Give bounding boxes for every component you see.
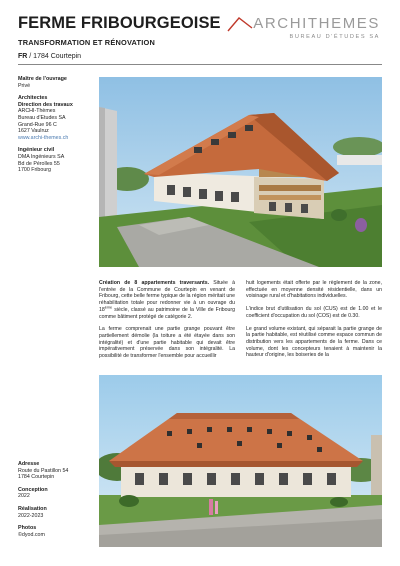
architects-line: Grand-Rue 96 C bbox=[18, 121, 57, 128]
page-subtitle: TRANSFORMATION ET RÉNOVATION bbox=[18, 38, 155, 47]
text-run: siècle, classé au patrimoine de la Ville de Fribourg comme bâtiment protégé de catégorie 2. bbox=[99, 306, 235, 320]
owner-label: Maître de l'ouvrage bbox=[18, 76, 67, 82]
architects-line: ARCHI-Thèmes bbox=[18, 108, 56, 115]
paragraph: L'indice brut d'utilisation du sol (CUS) est de 1.00 et le coefficient d'occupation du sol (COS) est de 0.30. bbox=[246, 306, 382, 319]
farmhouse-photo-bottom bbox=[99, 375, 382, 547]
architects-label: Architectes Direction des travaux bbox=[18, 95, 73, 108]
engineer-label: Ingénieur civil bbox=[18, 147, 55, 154]
logo-tagline: BUREAU D'ÉTUDES SA bbox=[289, 34, 380, 40]
owner-value: Privé bbox=[18, 82, 31, 89]
conception-value: 2022 bbox=[18, 493, 30, 500]
engineer-line: Bd de Pérolles 55 bbox=[18, 160, 60, 167]
photos-label: Photos bbox=[18, 525, 37, 532]
lead-sentence: Création de 8 appartements traversants. bbox=[99, 280, 210, 286]
superscript: ème bbox=[104, 305, 113, 310]
conception-label: Conception bbox=[18, 486, 48, 493]
architects-website-link[interactable]: www.archi-themes.ch bbox=[18, 134, 69, 141]
address-line: 1784 Courtepin bbox=[18, 474, 55, 481]
header-divider bbox=[18, 64, 382, 65]
paragraph: huit logements était offerte par le règlement de la zone, effectuée en moyenne densité résidentielle, dans un voisinage rural et d'habitations individuelles. bbox=[246, 280, 382, 300]
address-label: Adresse bbox=[18, 461, 40, 467]
realisation-value: 2022-2023 bbox=[18, 512, 44, 519]
engineer-line: 1700 Fribourg bbox=[18, 167, 51, 174]
engineer-line: DMA Ingénieurs SA bbox=[18, 153, 65, 160]
farmhouse-illustration bbox=[99, 77, 382, 267]
location-line bbox=[18, 53, 81, 60]
body-column-right bbox=[246, 280, 382, 365]
photos-credit: ©dyod.com bbox=[18, 531, 45, 538]
project-info bbox=[18, 76, 92, 174]
farmhouse-illustration bbox=[99, 375, 382, 547]
realisation-label: Réalisation bbox=[18, 505, 47, 512]
address-line: Route du Pastillon 54 bbox=[18, 467, 69, 474]
paragraph bbox=[99, 280, 235, 320]
logo-roof-icon bbox=[227, 16, 253, 32]
page-title: FERME FRIBOURGEOISE bbox=[18, 14, 221, 32]
paragraph: La ferme comprenait une partie grange pouvant être partiellement démolie (la toiture a été étayée dans son intégralité) et d'une partie habitable qui devait être impérativement préservée dans son intégralité. La possibilité de transformer l'ensemble pour accueillir bbox=[99, 326, 235, 360]
architects-line: Bureau d'Etudes SA bbox=[18, 114, 66, 121]
brand-logo bbox=[227, 15, 380, 40]
project-details bbox=[18, 461, 92, 538]
body-column-left bbox=[99, 280, 235, 366]
paragraph: Le grand volume existant, qui séparait la partie grange de la partie habitable, est réutilisé comme espace commun de distribution vers les appartements de la ferme. Dans ce volume, dont les concepteurs tenaient à maintenir la hauteur d'origine, les boiseries de la bbox=[246, 325, 382, 359]
location-code: FR bbox=[18, 53, 28, 60]
location-text: / 1784 Courtepin bbox=[27, 53, 82, 60]
logo-wordmark: ARCHITHEMES bbox=[253, 15, 380, 33]
architects-line: 1627 Vaulruz bbox=[18, 128, 49, 135]
text-run: Située à l'entrée de la Commune de Courtepin en venant de Fribourg, cette belle ferme typique de la région méritait une réhabilitation totale pour redonner vie à un ouvrage du 18 bbox=[99, 280, 235, 313]
farmhouse-photo-top bbox=[99, 77, 382, 267]
